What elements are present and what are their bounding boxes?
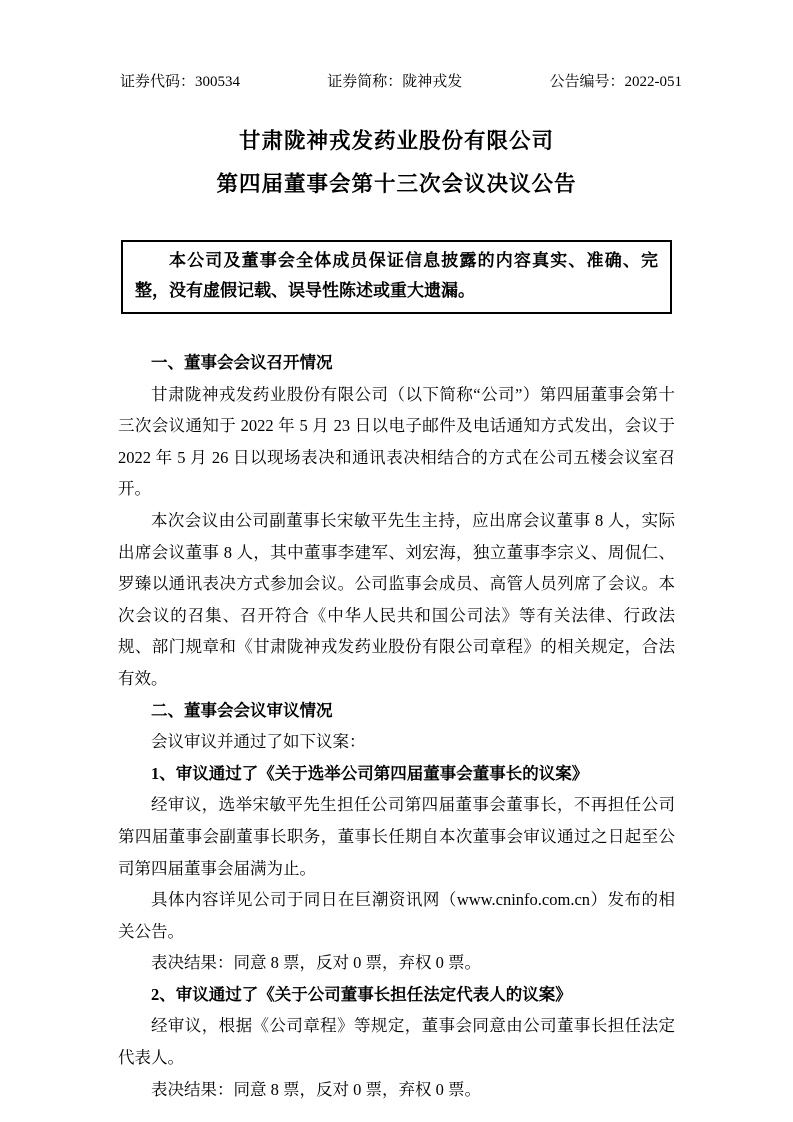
para-proposal-2-vote-result: 表决结果：同意 8 票，反对 0 票，弃权 0 票。 [151, 1079, 481, 1099]
para-proposals-intro: 会议审议并通过了如下议案： [151, 732, 366, 752]
disclosure-statement-text: 本公司及董事会全体成员保证信息披露的内容真实、准确、完整，没有虚假记载、误导性陈述或重大遗漏。 [135, 251, 658, 300]
para-proposal-1-detail: 经审议，选举宋敏平先生担任公司第四届董事会董事长，不再担任公司第四届董事会副董事长职务，董事长任期自本次董事会审议通过之日起至公司第四届董事会届满为止。 [118, 795, 675, 878]
stock-name: 证券简称：陇神戎发 [327, 74, 463, 90]
disclosure-statement-box [121, 240, 672, 314]
para-meeting-notice: 甘肃陇神戎发药业股份有限公司（以下简称“公司”）第四届董事会第十三次会议通知于 2022 年 5 月 23 日以电子邮件及电话通知方式发出，会议于 2022 年 5 月 26 日以现场表决和通讯表决相结合的方式在公司五楼会议室召开。 [118, 384, 675, 499]
para-proposal-1-reference: 具体内容详见公司于同日在巨潮资讯网（www.cninfo.com.cn）发布的相关公告。 [118, 890, 675, 941]
announcement-number: 公告编号：2022-051 [549, 74, 682, 90]
document-title [0, 120, 793, 206]
section-2-heading: 二、董事会会议审议情况 [151, 700, 333, 720]
proposal-2-heading: 2、审议通过了《关于公司董事长担任法定代表人的议案》 [151, 984, 572, 1004]
para-proposal-2-detail: 经审议，根据《公司章程》等规定，董事会同意由公司董事长担任法定代表人。 [118, 1016, 675, 1068]
proposal-1-heading: 1、审议通过了《关于选举公司第四届董事会董事长的议案》 [151, 763, 589, 783]
document-header [0, 72, 793, 92]
section-1-heading: 一、董事会会议召开情况 [151, 353, 333, 372]
meeting-resolution-title: 第四届董事会第十三次会议决议公告 [216, 172, 577, 196]
stock-code: 证券代码：300534 [120, 74, 241, 90]
company-name-title: 甘肃陇神戎发药业股份有限公司 [238, 129, 554, 153]
document-body [0, 347, 793, 1105]
para-meeting-attendance: 本次会议由公司副董事长宋敏平先生主持，应出席会议董事 8 人，实际出席会议董事 8 人，其中董事李建军、刘宏海，独立董事李宗义、周侃仁、罗臻以通讯表决方式参加会议。公司监事会成员、高管人员列席了会议。本次会议的召集、召开符合《中华人民共和国公司法》等有关法律、行政法规、部门规章和《甘肃陇神戎发药业股份有限公司章程》的相关规定，合法有效。 [118, 510, 675, 688]
para-proposal-1-vote-result: 表决结果：同意 8 票，反对 0 票，弃权 0 票。 [151, 953, 481, 973]
